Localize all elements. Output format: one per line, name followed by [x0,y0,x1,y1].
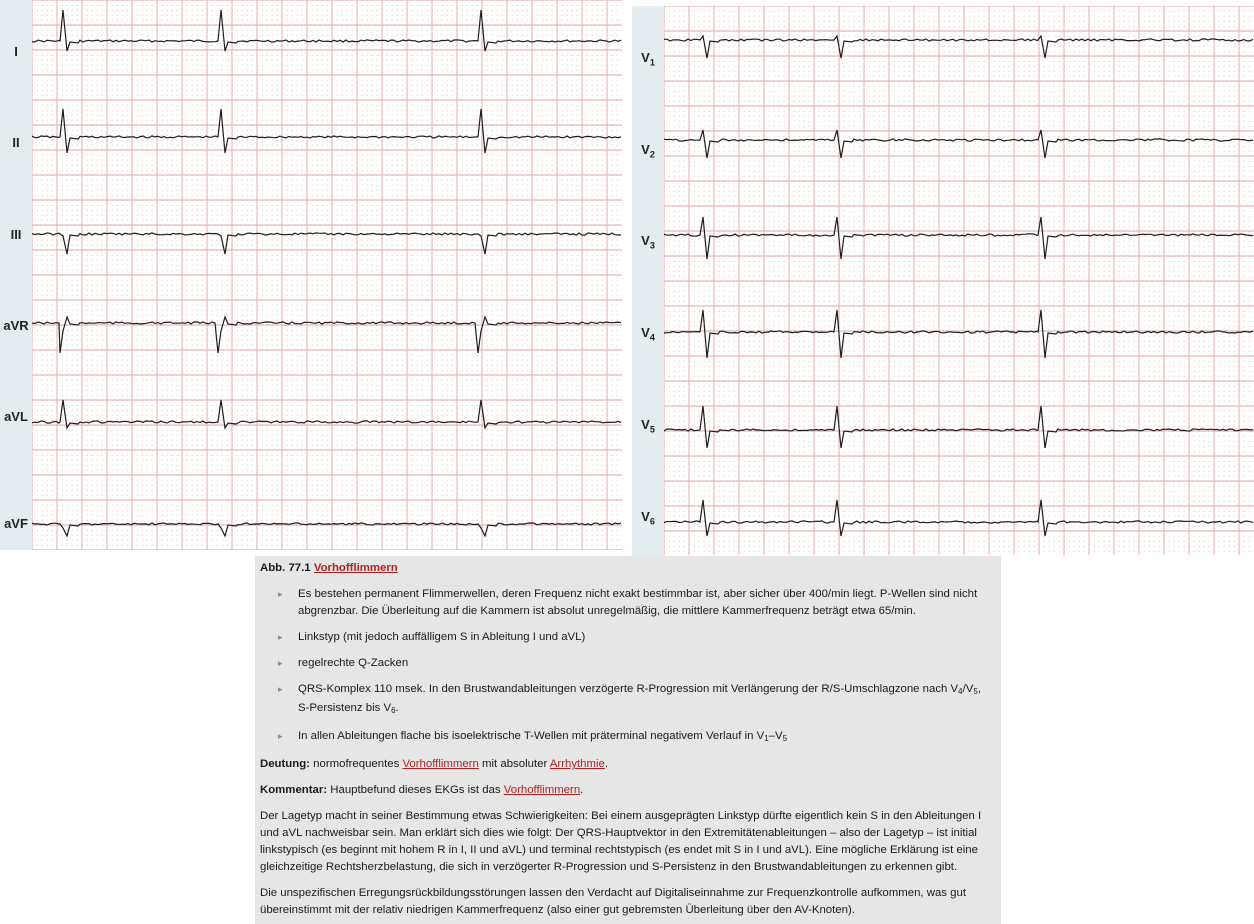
lead-label-I: I [14,44,18,59]
kommentar-link-vorhofflimmern[interactable]: Vorhofflimmern [503,784,581,796]
chest-lead-label-strip [632,6,664,561]
finding-item [278,681,995,719]
ecg-trace [664,406,1253,448]
finding-subscript: 5 [782,734,788,743]
finding-item [278,586,995,620]
digitalis-paragraph: Die unspezifischen Erregungsrückbildungsstörungen lassen den Verdacht auf Digitaliseinnahme zur Frequenzkontrolle aufkommen, was gut übereinstimmt mit der relativ niedrigen Kammerfrequenz (also einer gut gebremsten Überleitung über den AV-Knoten). [260,887,966,916]
deutung-link-vorhofflimmern[interactable]: Vorhofflimmern [402,758,479,770]
kommentar-end: . [580,784,584,796]
bullet-triangle-icon: ▸ [278,589,283,599]
lead-label-aVR: aVR [3,318,29,333]
lead-label-V1: $V_1$ [641,50,655,68]
finding-text: , S-Persistenz bis V [298,683,981,714]
figure-label: Abb. 77.1 [260,562,311,574]
finding-text: Linkstyp (mit jedoch auffälligem S in Ableitung I und aVL) [298,631,586,643]
deutung-end: . [604,758,609,770]
lagetyp-paragraph: Der Lagetyp macht in seiner Bestimmung etwas Schwierigkeiten: Bei einem ausgeprägten Linkstyp dürfte eigentlich kein S in den Ableitungen I und aVL nachweisbar sein. Man erklärt sich dies wie folgt: Der QRS-Hauptvektor in den Extremitätenableitungen – also der Lagetyp – ist initial linkstypisch (es beginnt mit hohem R in I, II und aVL) und terminal rechtstypisch (es endet mit S in I und aVL). Eine mögliche Erklärung ist eine gleichzeitige Rechtsherzbelastung, die sich in verzögerter R-Progression und S-Persistenz in den Brustwandableitungen zu erkennen gibt. [260,810,982,873]
chest-leads-grid [664,6,1254,561]
finding-text: In allen Ableitungen flache bis isoelektrische T-Wellen mit präterminal negativem Verlauf in V [298,730,765,742]
ecg-trace [32,400,621,428]
limb-leads-ecg-svg [32,0,622,550]
lead-label-V3: $V_3$ [641,233,655,251]
finding-text: /V [962,683,974,695]
finding-item [278,655,995,672]
finding-subscript: 4 [958,687,963,696]
figure-title [260,560,995,577]
ecg-trace [32,233,621,254]
limb-leads-panel [0,0,622,550]
findings-list [260,586,995,747]
limb-leads-grid [32,0,622,550]
ecg-trace [664,217,1253,259]
bullet-triangle-icon: ▸ [278,684,283,694]
ecg-trace [664,36,1253,58]
lead-label-V6: $V_6$ [641,509,655,527]
deutung-text: normofrequentes [313,758,400,770]
finding-text: Es bestehen permanent Flimmerwellen, deren Frequenz nicht exakt bestimmbar ist, aber sicher über 400/min liegt. P-Wellen sind nicht abgrenzbar. Die Überleitung auf die Kammern ist absolut unregelmäßig, die mittlere Kammerfrequenz beträgt etwa 65/min. [298,588,978,617]
bullet-triangle-icon: ▸ [278,731,283,741]
kommentar-paragraph [260,782,995,799]
lead-label-V5: $V_5$ [641,417,655,435]
deutung-link-arrhythmie[interactable]: Arrhythmie [549,758,605,770]
deutung-paragraph [260,756,995,773]
chest-leads-ecg-svg [664,6,1254,555]
kommentar-label: Kommentar: [260,784,328,796]
finding-subscript: 6 [391,706,396,715]
lead-label-III: III [10,227,22,242]
bullet-triangle-icon: ▸ [278,632,283,642]
figure-title-link[interactable]: Vorhofflimmern [313,562,398,574]
finding-subscript: 1 [764,734,769,743]
ecg-trace [664,130,1253,158]
ecg-trace [32,109,621,153]
lead-label-II: II [12,135,20,150]
finding-item [278,629,995,646]
finding-subscript: 5 [973,687,978,696]
finding-text: . [395,702,399,714]
finding-text: –V [768,730,783,742]
lead-label-aVL: aVL [4,409,28,424]
limb-lead-label-strip [0,0,32,550]
lead-label-aVF: aVF [4,516,28,531]
bullet-triangle-icon: ▸ [278,658,283,668]
chest-leads-panel [632,6,1254,561]
finding-text: regelrechte Q-Zacken [298,657,409,669]
lead-label-V4: $V_4$ [641,325,655,343]
finding-item [278,728,995,747]
kommentar-text: Hauptbefund dieses EKGs ist das [330,784,501,796]
lead-label-V2: $V_2$ [641,142,655,160]
deutung-label: Deutung: [260,758,310,770]
figure-caption [255,556,1001,924]
deutung-text-2: mit absoluter [482,758,548,770]
finding-text: QRS-Komplex 110 msek. In den Brustwandableitungen verzögerte R-Progression mit Verlängerung der R/S-Umschlagzone nach V [298,683,959,695]
